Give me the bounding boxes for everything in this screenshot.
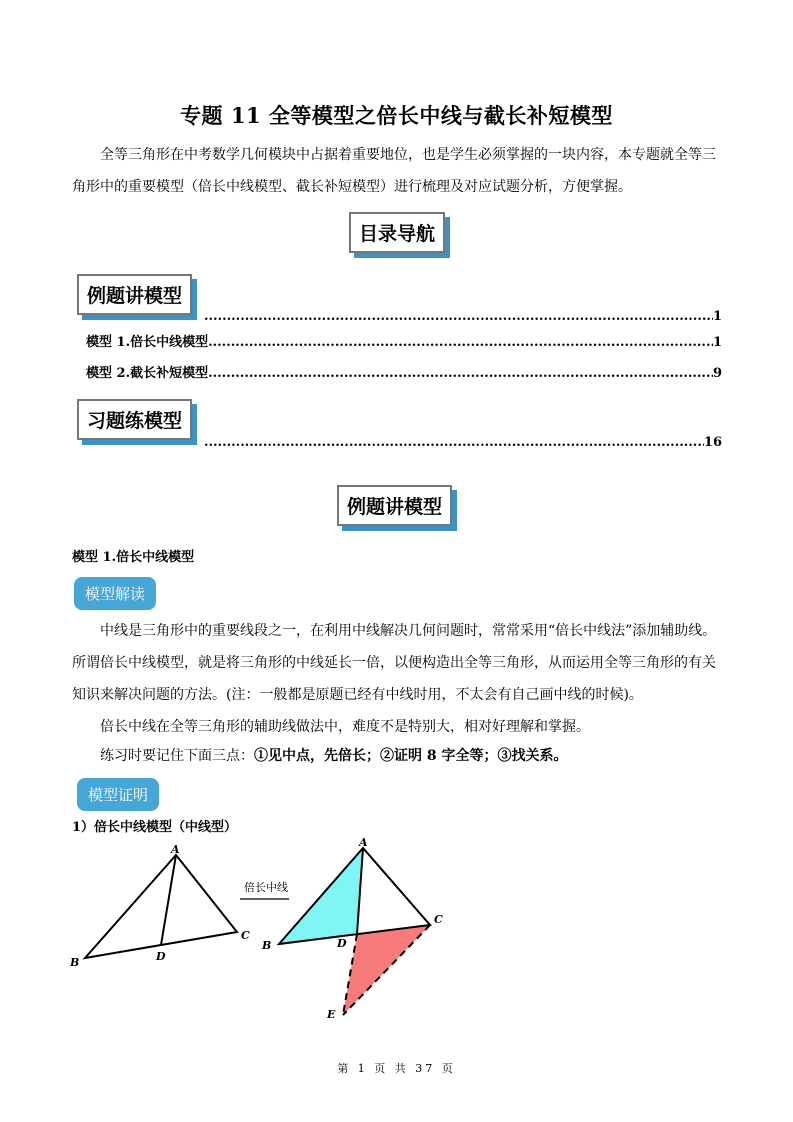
figure-caption-group (240, 880, 289, 899)
label-c-right: C (434, 913, 443, 926)
toc-section2-line[interactable] (204, 435, 722, 450)
page-footer: 第 1 页 共 37 页 (337, 1062, 456, 1075)
toc-section1-line[interactable] (204, 309, 722, 324)
toc-section1-box: 例题讲模型 (77, 274, 192, 315)
para3-key-points: ①见中点，先倍长；②证明 8 字全等；③找关系。 (254, 748, 568, 764)
geometry-figures (0, 835, 793, 1035)
toc-page-number: 9 (712, 366, 722, 381)
label-b-right: B (262, 939, 272, 952)
model1-heading: 模型 1.倍长中线模型 (72, 550, 195, 565)
para3-prefix: 练习时要记住下面三点： (100, 748, 254, 764)
label-b-left: B (70, 956, 80, 969)
toc-section2-box: 习题练模型 (77, 399, 192, 440)
pill-model-interpretation: 模型解读 (74, 577, 156, 610)
figure-right-construction (261, 836, 443, 1021)
label-d-right: D (337, 937, 347, 950)
toc-page-number: 1 (712, 309, 722, 324)
toc-item-label: 模型 2.截长补短模型 (86, 366, 209, 381)
toc-page-number: 16 (703, 435, 722, 450)
toc-heading: 目录导航 (349, 212, 445, 253)
label-c-left: C (241, 929, 250, 942)
model1-para2: 倍长中线在全等三角形的辅助线做法中，难度不是特别大，相对好理解和掌握。 (100, 719, 590, 735)
figure-left-triangle (69, 843, 250, 969)
toc-dots (204, 435, 704, 450)
toc-item-label: 模型 1.倍长中线模型 (86, 335, 209, 350)
toc-dots (208, 335, 713, 350)
label-a-right: A (359, 836, 368, 849)
pill-model-proof: 模型证明 (77, 778, 159, 811)
toc-item-model2[interactable] (86, 362, 722, 381)
figure-caption: 倍长中线 (244, 881, 288, 894)
section-heading-box: 例题讲模型 (337, 485, 452, 526)
page-title: 专题 11 全等模型之倍长中线与截长补短模型 (180, 103, 613, 128)
label-e-right: E (327, 1008, 336, 1021)
model1-para1: 中线是三角形中的重要线段之一，在利用中线解决几何问题时，常常采用“倍长中线法”添加辅助线。所谓倍长中线模型，就是将三角形的中线延长一倍，以便构造出全等三角形，从而运用全等三角形的有关知识来解决问题的方法。(注：一般都是原题已经有中线时用，不太会有自己画中线的时候)。 (72, 623, 717, 703)
model1-subheading: 1）倍长中线模型（中线型） (72, 820, 238, 835)
toc-dots (208, 366, 713, 381)
model1-para3 (72, 740, 722, 772)
label-a-left: A (171, 843, 180, 856)
intro-paragraph: 全等三角形在中考数学几何模块中占据着重要地位，也是学生必须掌握的一块内容，本专题就全等三角形中的重要模型（倍长中线模型、截长补短模型）进行梳理及对应试题分析，方便掌握。 (72, 147, 716, 195)
toc-dots (204, 309, 713, 324)
label-d-left: D (156, 950, 166, 963)
toc-item-model1[interactable] (86, 331, 722, 350)
toc-page-number: 1 (712, 335, 722, 350)
